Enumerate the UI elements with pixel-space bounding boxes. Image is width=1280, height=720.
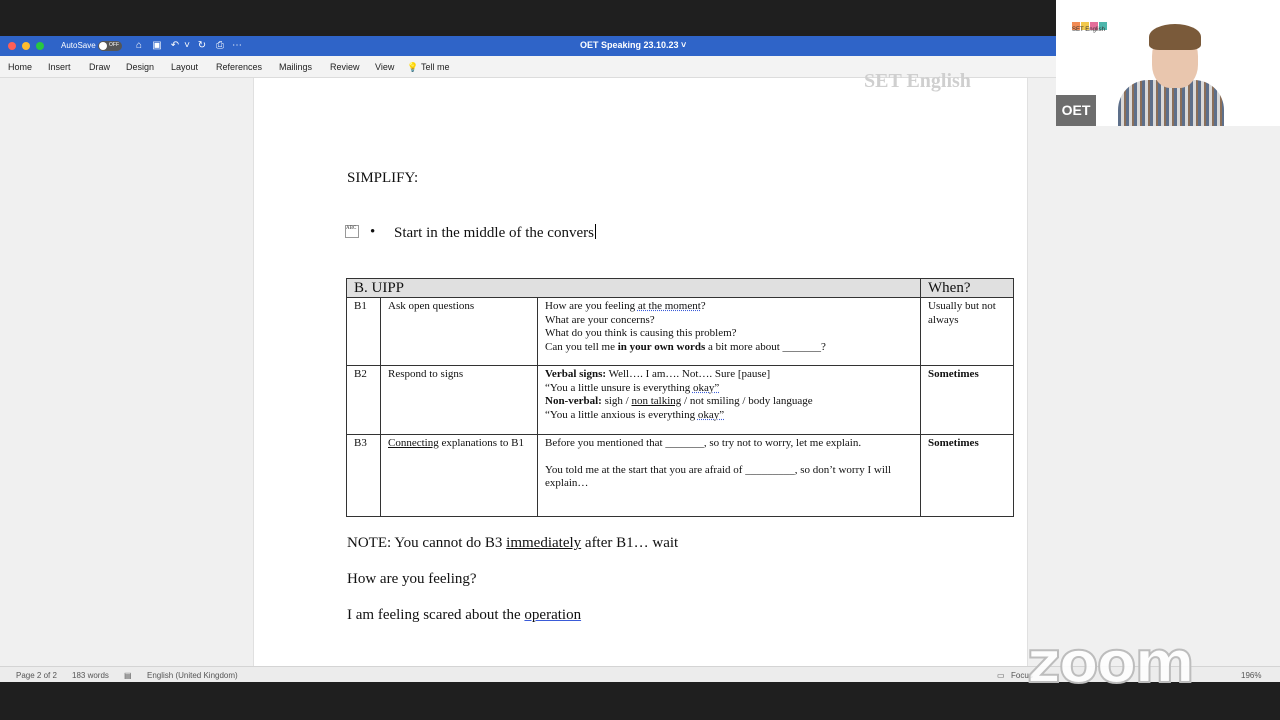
text: “You a little anxious is everything: [545, 408, 698, 421]
example-line: [545, 382, 913, 396]
oet-badge: OET: [1056, 95, 1096, 126]
tab-view[interactable]: View: [375, 62, 395, 72]
row-label: Respond to signs: [381, 366, 538, 435]
row-id: B3: [347, 435, 381, 517]
row-examples: [538, 435, 921, 517]
autosave-label: AutoSave: [61, 41, 96, 50]
document-page[interactable]: [253, 70, 1028, 668]
tell-me-search[interactable]: Tell me: [421, 62, 450, 72]
example-line: What are your concerns?: [545, 313, 655, 326]
page-count[interactable]: Page 2 of 2: [16, 671, 57, 680]
tab-mailings[interactable]: Mailings: [279, 62, 313, 72]
text: sigh /: [601, 395, 632, 408]
table-row: [347, 298, 1014, 366]
tab-insert[interactable]: Insert: [48, 62, 71, 72]
example-line: [545, 300, 913, 314]
tab-draw[interactable]: Draw: [89, 62, 111, 72]
example-line: [545, 368, 913, 382]
text: ?: [700, 300, 706, 312]
tab-layout[interactable]: Layout: [171, 62, 199, 72]
example-line: [545, 395, 913, 409]
tab-review[interactable]: Review: [330, 62, 360, 72]
table-row: [347, 366, 1014, 435]
underlined-text: non talking: [631, 395, 682, 408]
table-row: [347, 435, 1014, 517]
heading-simplify: SIMPLIFY:: [347, 170, 419, 186]
save-icon[interactable]: ▣: [152, 40, 162, 51]
proofing-icon[interactable]: ▤: [124, 671, 132, 680]
grammar-flagged-text: okay”: [697, 408, 725, 421]
print-icon[interactable]: ⎙: [216, 40, 224, 51]
table-header-when: When?: [921, 279, 1014, 298]
chevron-down-icon[interactable]: ˅: [184, 40, 190, 51]
language-indicator[interactable]: English (United Kingdom): [147, 671, 238, 680]
title-bar: [0, 36, 1056, 56]
example-question: How are you feeling?: [347, 571, 477, 587]
row-examples: [538, 298, 921, 366]
text: after B1… wait: [581, 535, 679, 551]
home-icon[interactable]: ⌂: [135, 40, 143, 51]
example-answer: [347, 607, 581, 624]
row-when: Sometimes: [921, 366, 1014, 435]
bold-text: Verbal signs:: [545, 368, 607, 380]
table-header-row: [347, 279, 1014, 298]
video-thumbnail[interactable]: [1056, 0, 1280, 126]
redo-icon[interactable]: ↻: [197, 40, 207, 51]
word-count[interactable]: 183 words: [72, 671, 109, 680]
table-header-title: B. UIPP: [347, 279, 921, 298]
row-label: [381, 435, 538, 517]
text: I am feeling scared about the: [347, 607, 525, 623]
row-id: B1: [347, 298, 381, 366]
bullet-item: [394, 224, 596, 242]
tab-home[interactable]: Home: [8, 62, 33, 72]
autosave-state: OFF: [109, 42, 119, 48]
presenter-hair: [1149, 24, 1201, 50]
tab-design[interactable]: Design: [126, 62, 155, 72]
zoom-level[interactable]: 196%: [1241, 671, 1262, 680]
spacer: [545, 451, 913, 464]
row-label: Ask open questions: [381, 298, 538, 366]
row-when: Usually but not always: [921, 298, 1014, 366]
grammar-flagged-text: at the moment: [637, 300, 701, 312]
example-line: [545, 341, 913, 355]
note-paragraph: [347, 535, 678, 552]
more-icon[interactable]: ⋯: [232, 40, 242, 51]
bullet-marker: •: [370, 224, 376, 240]
row-when: Sometimes: [921, 435, 1014, 517]
uipp-table: [346, 278, 1014, 517]
text: Well…. I am…. Not…. Sure [pause]: [606, 368, 771, 380]
zoom-watermark: zoom: [1027, 628, 1193, 696]
focus-mode[interactable]: Focus: [1011, 671, 1033, 680]
close-window-button[interactable]: [8, 42, 16, 50]
underlined-text: Connecting: [388, 437, 439, 449]
text: How are you feeling: [545, 300, 638, 312]
grammar-flagged-text: operation: [524, 607, 582, 623]
text: Can you tell me: [545, 340, 618, 353]
example-line: [545, 409, 913, 423]
spelling-icon[interactable]: ABC: [345, 225, 359, 238]
example-line: What do you think is causing this problem?: [545, 327, 737, 340]
row-examples: [538, 366, 921, 435]
text: / not smiling / body language: [681, 395, 813, 408]
focus-icon[interactable]: ▭: [997, 671, 1005, 680]
lightbulb-icon: 💡: [407, 62, 419, 72]
example-line: You told me at the start that you are afraid of _________, so don’t worry I will explain…: [545, 463, 892, 490]
autosave-toggle[interactable]: [98, 41, 122, 51]
minimize-window-button[interactable]: [22, 42, 30, 50]
underlined-text: immediately: [506, 535, 582, 551]
text: “You a little unsure is everything: [545, 381, 693, 394]
grammar-flagged-text: okay”: [692, 381, 720, 394]
example-line: Before you mentioned that _______, so try not to worry, let me explain.: [545, 437, 862, 449]
bold-text: in your own words: [617, 340, 706, 353]
undo-icon[interactable]: ↶: [170, 40, 180, 51]
maximize-window-button[interactable]: [36, 42, 44, 50]
row-id: B2: [347, 366, 381, 435]
text-cursor: [595, 224, 596, 239]
text: a bit more about _______?: [705, 340, 826, 353]
document-title[interactable]: OET Speaking 23.10.23 ˅: [580, 40, 687, 50]
tab-references[interactable]: References: [216, 62, 263, 72]
text: NOTE: You cannot do B3: [347, 535, 507, 551]
toggle-knob: [99, 42, 107, 50]
text: explanations to B1: [438, 437, 524, 449]
bullet-text: Start in the middle of the convers: [394, 225, 594, 241]
brand-name: SET English: [1072, 27, 1105, 33]
bold-text: Non-verbal:: [545, 395, 602, 408]
page-header: SET English: [864, 70, 971, 92]
